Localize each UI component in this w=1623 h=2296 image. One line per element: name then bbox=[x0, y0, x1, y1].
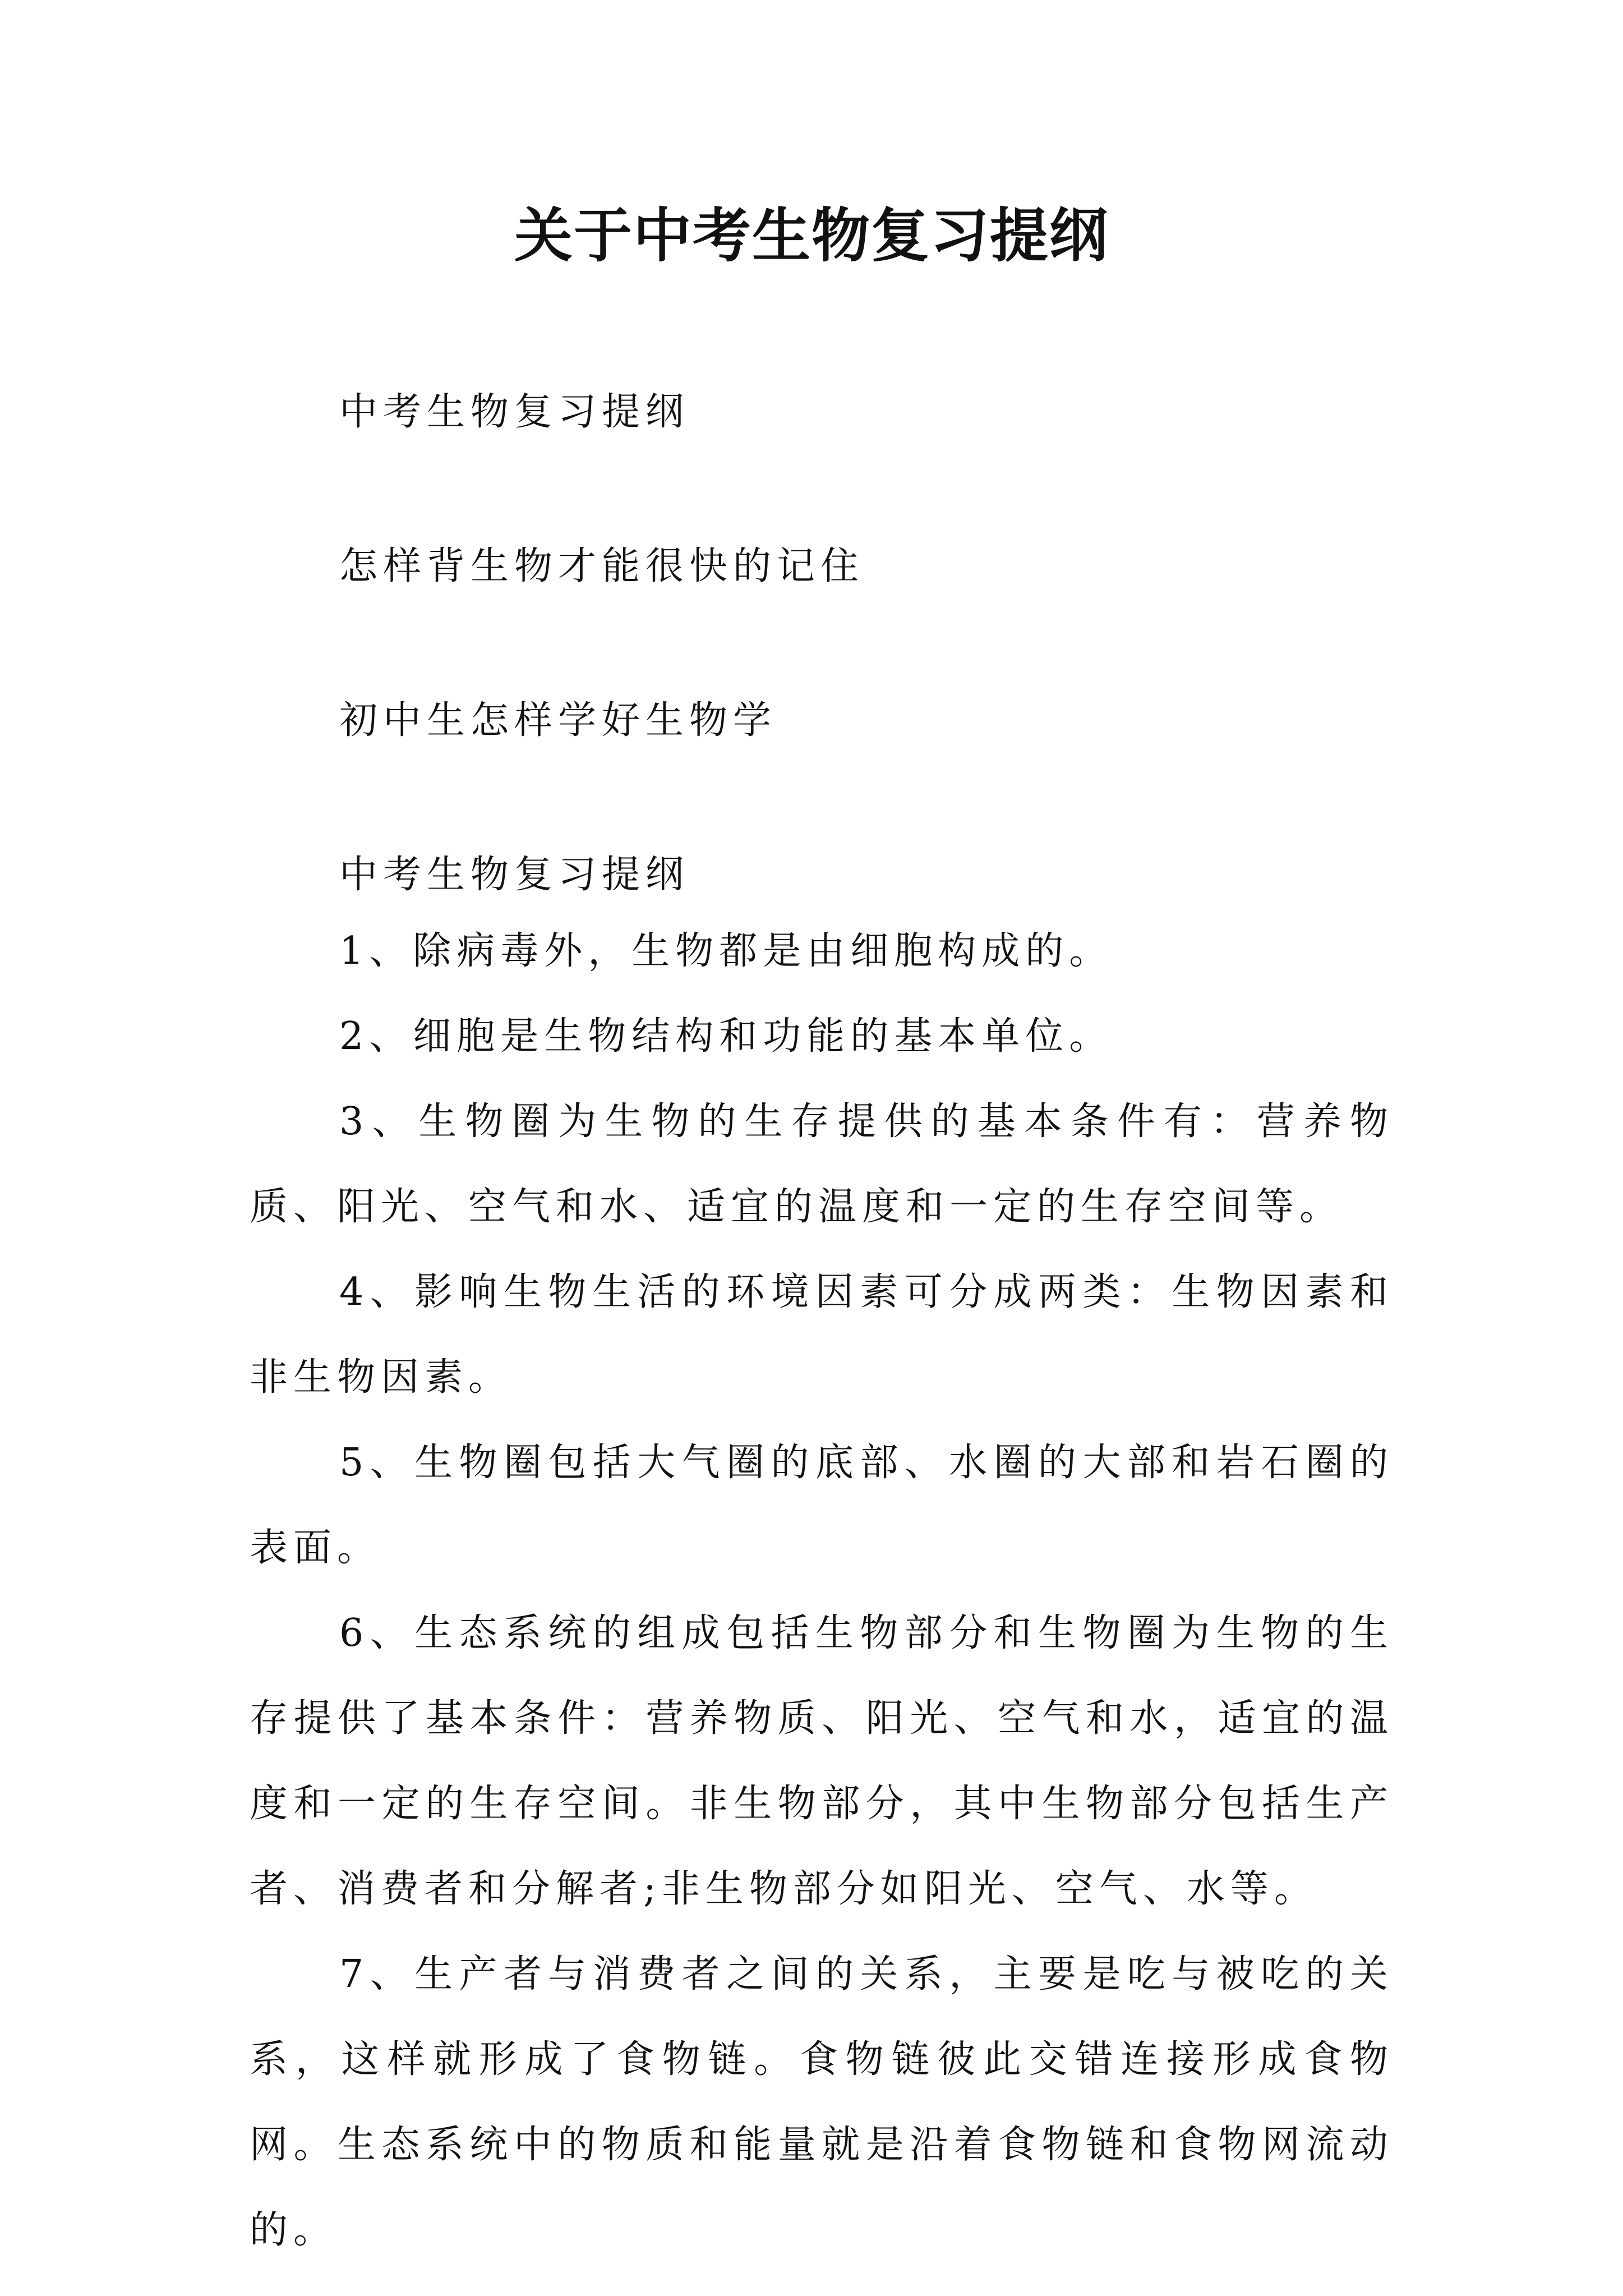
outline-item-6: 6、生态系统的组成包括生物部分和生物圈为生物的生存提供了基本条件：营养物质、阳光、空气和水，适宜的温度和一定的生存空间。非生物部分，其中生物部分包括生产者、消费者和分解者;非生物部分如阳光、空气、水等。 bbox=[250, 1611, 1394, 1911]
document-title: 关于中考生物复习提纲 bbox=[514, 201, 1109, 270]
outline-item-4: 4、影响生物生活的环境因素可分成两类：生物因素和非生物因素。 bbox=[250, 1270, 1394, 1400]
outline-item-5: 5、生物圈包括大气圈的底部、水圈的大部和岩石圈的表面。 bbox=[250, 1441, 1394, 1570]
outline-item-7: 7、生产者与消费者之间的关系，主要是吃与被吃的关系，这样就形成了食物链。食物链彼此交错连接形成食物网。生态系统中的物质和能量就是沿着食物链和食物网流动的。 bbox=[250, 1952, 1394, 2252]
intro-line-text: 中考生物复习提纲 bbox=[339, 853, 690, 897]
intro-line-4 bbox=[250, 850, 1394, 900]
intro-line-text: 中考生物复习提纲 bbox=[339, 390, 690, 434]
outline-item-1: 1、除病毒外，生物都是由细胞构成的。 bbox=[339, 929, 1113, 973]
intro-line-text: 初中生怎样学好生物学 bbox=[339, 698, 777, 743]
outline-item-3: 3、生物圈为生物的生存提供的基本条件有：营养物质、阳光、空气和水、适宜的温度和一定的生存空间等。 bbox=[250, 1099, 1394, 1229]
intro-line-3 bbox=[250, 696, 1394, 746]
intro-line-1 bbox=[250, 387, 1394, 438]
intro-line-2 bbox=[250, 541, 1394, 592]
intro-line-text: 怎样背生物才能很快的记住 bbox=[339, 544, 865, 588]
outline-item-2: 2、细胞是生物结构和功能的基本单位。 bbox=[339, 1014, 1113, 1059]
